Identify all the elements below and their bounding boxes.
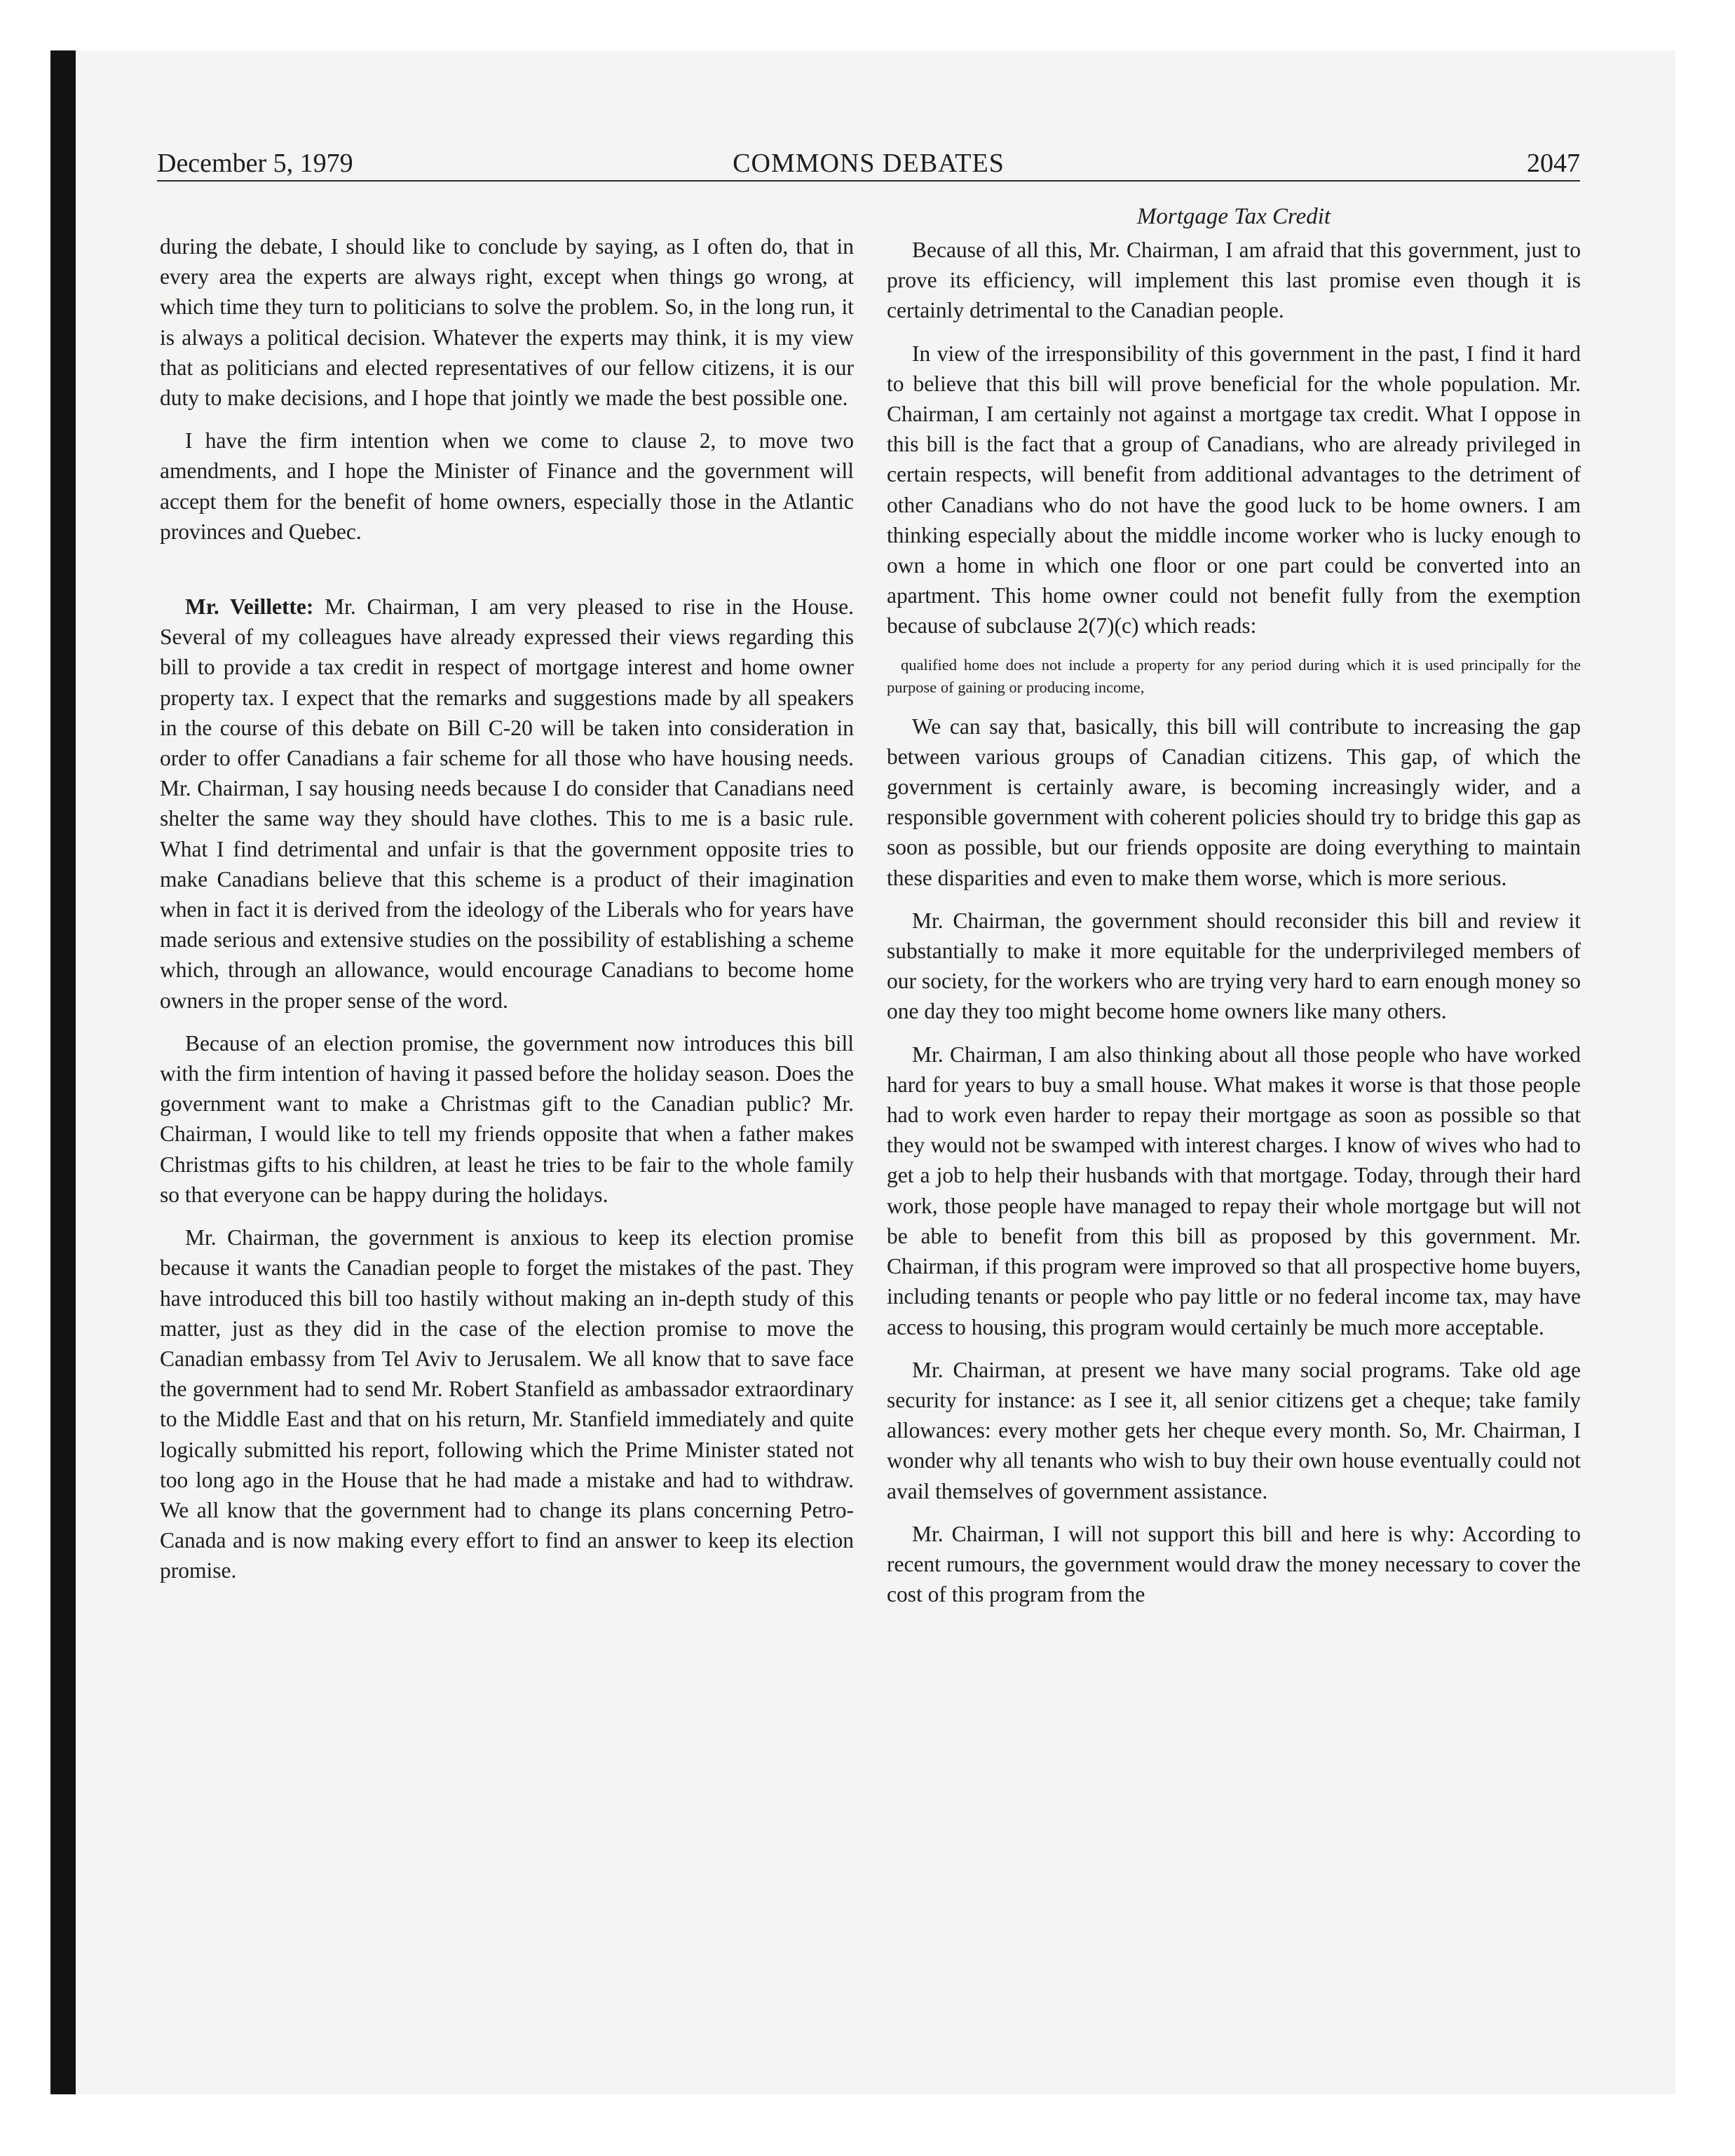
paragraph: Because of all this, Mr. Chairman, I am afraid that this government, just to prove its efficiency, will implement this last promise even though it is certainly detrimental to the Canadian people. xyxy=(887,238,1581,323)
header-date: December 5, 1979 xyxy=(157,149,353,178)
quoted-clause: qualified home does not include a property for any period during which it is used principally for the purpose of gaining or producing income, xyxy=(887,655,1581,696)
speech-veillette xyxy=(160,592,854,1016)
paragraph: during the debate, I should like to conclude by saying, as I often do, that in every area the experts are always right, except when things go wrong, at which time they turn to politicians to solve the problem. So, in the long run, it is always a political decision. Whatever the experts may think, it is my view that as politicians and elected representatives of our fellow citizens, it is our duty to make decisions, and I hope that jointly we made the best possible one. xyxy=(160,234,854,411)
paragraph: Mr. Chairman, at present we have many social programs. Take old age security for instance: as I see it, all senior citizens get a cheque; take family allowances: every mother gets her cheque every month. So, Mr. Chairman, I wonder why all tenants who wish to buy their own house eventually could not avail themselves of government assistance. xyxy=(887,1357,1581,1503)
left-column xyxy=(160,231,854,1599)
section-title: Mortgage Tax Credit xyxy=(1136,204,1331,229)
speaker-name: Mr. Veillette: xyxy=(185,594,314,620)
paragraph: Because of an election promise, the government now introduces this bill with the firm intention of having it passed before the holiday season. Does the government want to make a Christmas gift to the Canadian public? Mr. Chairman, I would like to tell my friends opposite that when a father makes Christmas gifts to his children, at least he tries to be fair to the whole family so that everyone can be happy during the holidays. xyxy=(160,1030,854,1207)
paragraph: We can say that, basically, this bill will contribute to increasing the gap between various groups of Canadian citizens. This gap, of which the government is certainly aware, is becoming increasingly wider, and a responsible government with coherent policies should try to bridge this gap as soon as possible, but our friends opposite are doing everything to maintain these disparities and even to make them worse, which is more serious. xyxy=(887,714,1581,890)
header-page-number: 2047 xyxy=(1527,149,1580,178)
speech-text: Mr. Chairman, I am very pleased to rise in the House. Several of my colleagues have already expressed their views regarding this bill to provide a tax credit in respect of mortgage interest and home owner property tax. I expect that the remarks and suggestions made by all speakers in the course of this debate on Bill C-20 will be taken into consideration in order to offer Canadians a fair scheme for all those who have housing needs. Mr. Chairman, I say housing needs because I do consider that Canadians need shelter the same way they should have clothes. This to me is a basic rule. What I find detrimental and unfair is that the government opposite tries to make Canadians believe that this scheme is a product of their imagination when in fact it is derived from the ideology of the Liberals who for years have made serious and extensive studies on the possibility of establishing a scheme which, through an allowance, would encourage Canadians to become home owners in the proper sense of the word. xyxy=(160,594,854,1013)
right-column xyxy=(887,201,1581,1622)
paragraph: In view of the irresponsibility of this government in the past, I find it hard to believe that this bill will prove beneficial for the whole population. Mr. Chairman, I am certainly not against a mortgage tax credit. What I oppose in this bill is the fact that a group of Canadians, who are already privileged in certain respects, will benefit from additional advantages to the detriment of other Canadians who do not have the good luck to be home owners. I am thinking especially about the middle income worker who is lucky enough to own a home in which one floor or one part could be converted into an apartment. This home owner could not benefit fully from the exemption because of subclause 2(7)(c) which reads: xyxy=(887,341,1581,639)
header-rule xyxy=(157,180,1580,182)
paragraph: Mr. Chairman, the government is anxious to keep its election promise because it wants the Canadian people to forget the mistakes of the past. They have introduced this bill too hastily without making an in-depth study of this matter, just as they did in the case of the election promise to move the Canadian embassy from Tel Aviv to Jerusalem. We all know that to save face the government had to send Mr. Robert Stanfield as ambassador extraordinary to the Middle East and that on his return, Mr. Stanfield immediately and quite logically submitted his report, following which the Prime Minister stated not too long ago in the House that he had made a mistake and had to withdraw. We all know that the government had to change its plans concerning Petro-Canada and is now making every effort to find an answer to keep its election promise. xyxy=(160,1225,854,1583)
paragraph: Mr. Chairman, the government should reconsider this bill and review it substantially to make it more equitable for the underprivileged members of our society, for the workers who are trying very hard to earn enough money so one day they too might become home owners like many others. xyxy=(887,908,1581,1024)
binding-edge xyxy=(50,50,76,2094)
paragraph: Mr. Chairman, I will not support this bill and here is why: According to recent rumours, the government would draw the money necessary to cover the cost of this program from the xyxy=(887,1521,1581,1607)
paragraph: I have the firm intention when we come to clause 2, to move two amendments, and I hope the Minister of Finance and the government will accept them for the benefit of home owners, especially those in the Atlantic provinces and Quebec. xyxy=(160,428,854,544)
header-publication: COMMONS DEBATES xyxy=(733,149,1005,178)
page-header xyxy=(157,146,1580,181)
paragraph: Mr. Chairman, I am also thinking about all those people who have worked hard for years to buy a small house. What makes it worse is that those people had to work even harder to repay their mortgage as soon as possible so that they would not be swamped with interest charges. I know of wives who had to get a job to help their husbands with that mortgage. Today, through their hard work, those people have managed to repay their whole mortgage but will not be able to benefit from this bill as proposed by this government. Mr. Chairman, if this program were improved so that all prospective home buyers, including tenants or people who pay little or no federal income tax, may have access to housing, this program would certainly be much more acceptable. xyxy=(887,1042,1581,1339)
